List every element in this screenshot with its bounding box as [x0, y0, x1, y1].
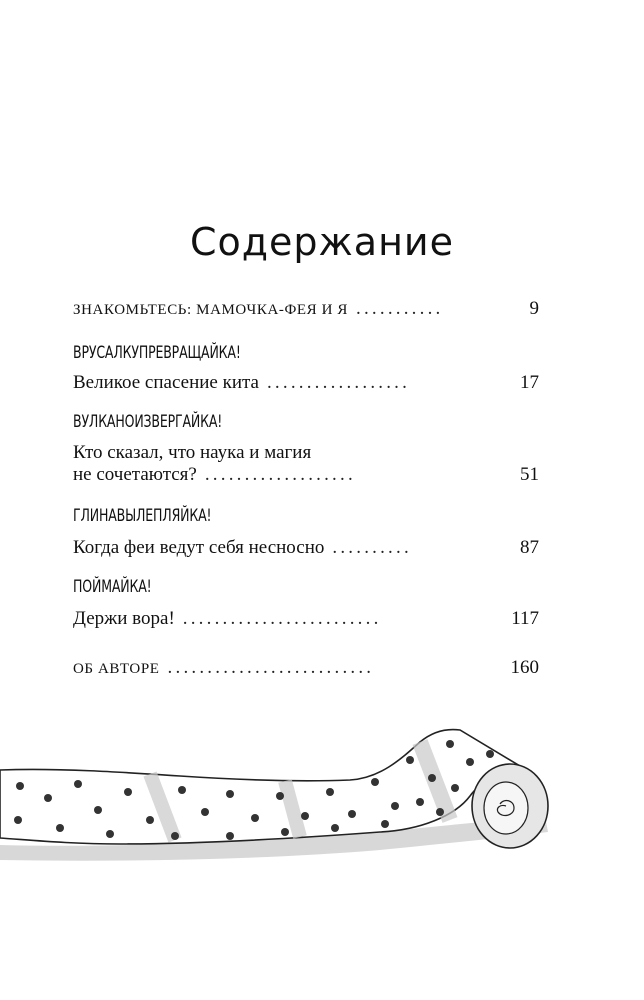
- section-heading-volcano: ВУЛКАНОИЗВЕРГАЙКА!: [73, 412, 223, 432]
- toc-entry-label: Великое спасение кита: [73, 372, 259, 393]
- toc-entry-whale[interactable]: [73, 372, 539, 394]
- ribbon-roll-inner: [484, 782, 528, 834]
- toc-entry-label: ЗНАКОМЬТЕСЬ: МАМОЧКА-ФЕЯ И Я: [73, 302, 349, 318]
- toc-page-number: 117: [511, 608, 539, 629]
- polka-dot-ribbon-illustration: [0, 720, 644, 870]
- toc-leader-dots: ...........: [356, 298, 444, 319]
- toc-entry-label: не сочетаются?: [73, 464, 197, 485]
- toc-leader-dots: ..........................: [167, 657, 375, 678]
- toc-page-number: 9: [529, 298, 539, 319]
- toc-entry-science-line1: Кто сказал, что наука и магия: [73, 442, 312, 463]
- section-heading-mermaid: ВРУСАЛКУПРЕВРАЩАЙКА!: [73, 343, 241, 363]
- toc-page-number: 51: [520, 464, 539, 485]
- section-heading-clay: ГЛИНАВЫЛЕПЛЯЙКА!: [73, 506, 212, 526]
- toc-page-number: 17: [520, 372, 539, 393]
- section-heading-catch: ПОЙМАЙКА!: [73, 577, 152, 597]
- toc-entry-science[interactable]: [73, 464, 539, 486]
- toc-entry-thief[interactable]: [73, 608, 539, 630]
- toc-entry-intro[interactable]: [73, 298, 539, 321]
- toc-entry-label: Когда феи ведут себя несносно: [73, 537, 325, 558]
- toc-leader-dots: ..................: [266, 372, 411, 393]
- toc-entry-label: Держи вора!: [73, 608, 175, 629]
- toc-entry-fairies[interactable]: [73, 537, 539, 559]
- toc-leader-dots: .........................: [182, 608, 382, 629]
- toc-leader-dots: ...................: [204, 464, 356, 485]
- page-title: Содержание: [190, 220, 454, 264]
- toc-entry-label: ОБ АВТОРЕ: [73, 661, 160, 677]
- toc-entry-author[interactable]: [73, 657, 539, 680]
- toc-leader-dots: ..........: [332, 537, 412, 558]
- toc-page-number: 160: [510, 657, 539, 678]
- toc-page-number: 87: [520, 537, 539, 558]
